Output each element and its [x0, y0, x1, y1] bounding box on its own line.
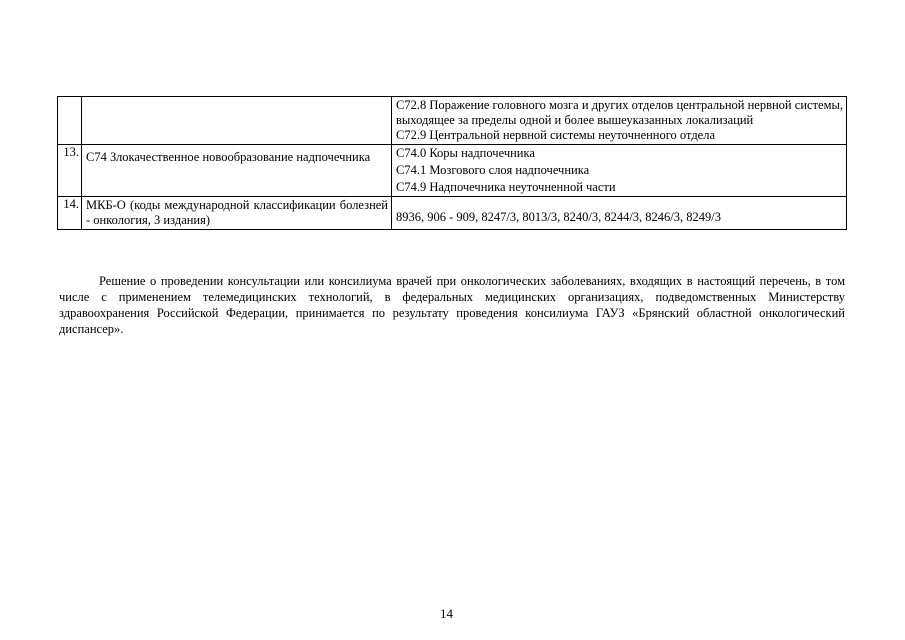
diagnosis-codes	[392, 97, 847, 145]
decision-paragraph: Решение о проведении консультации или консилиума врачей при онкологических заболеваниях, входящих в настоящий перечень, в том числе с применением телемедицинских технологий, в федеральных медицинских организациях, подведомственных Министерству здравоохранения Российской Федерации, принимается по результату проведения консилиума ГАУЗ «Брянский областной онкологический диспансер».	[59, 274, 845, 336]
diagnosis-codes	[392, 197, 847, 230]
diagnosis-codes	[392, 145, 847, 197]
table-row	[58, 97, 847, 145]
code-entry: 8936, 906 - 909, 8247/3, 8013/3, 8240/3, 8244/3, 8246/3, 8249/3	[396, 210, 721, 224]
code-entry: С72.8 Поражение головного мозга и других отделов центральной нервной системы, выходящее за пределы одной и более вышеуказанных локализаций	[396, 98, 843, 127]
diagnosis-table	[57, 96, 847, 230]
row-number: 14.	[58, 197, 82, 230]
code-entry: С72.9 Центральной нервной системы неуточненного отдела	[396, 128, 716, 142]
table-row	[58, 197, 847, 230]
row-number	[58, 97, 82, 145]
table-row	[58, 145, 847, 197]
diagnosis-name-text: С74 Злокачественное новообразование надпочечника	[86, 150, 371, 164]
page-number: 14	[440, 606, 453, 621]
code-entry: С74.9 Надпочечника неуточненной части	[396, 180, 616, 194]
row-number: 13.	[58, 145, 82, 197]
diagnosis-name	[82, 97, 392, 145]
diagnosis-name: МКБ-О (коды международной классификации болезней - онкология, 3 издания)	[82, 197, 392, 230]
diagnosis-name	[82, 145, 392, 197]
code-entry: С74.0 Коры надпочечника	[396, 146, 535, 160]
code-entry: С74.1 Мозгового слоя надпочечника	[396, 163, 590, 177]
